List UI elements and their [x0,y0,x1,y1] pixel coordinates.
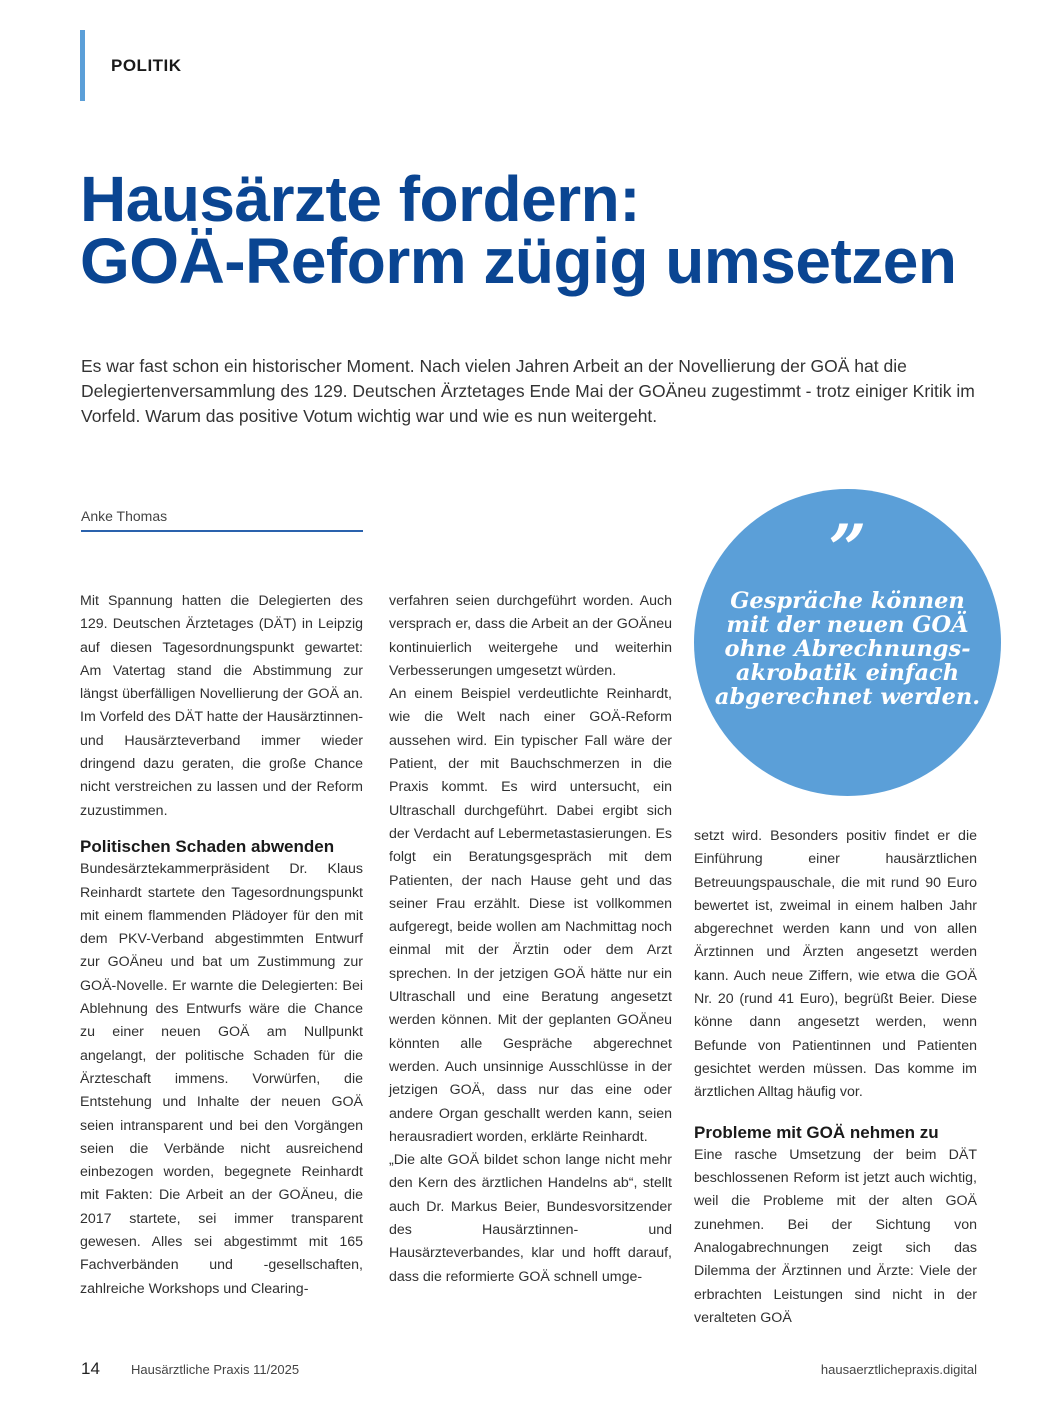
paragraph: Bundesärztekammerpräsident Dr. Klaus Reinhardt startete den Tagesordnungspunkt mit einem flammenden Plädoyer für den mit dem PKV-Verband abgestimmten Entwurf zur GOÄneu und bat um Zustimmung zur GOÄ-Novelle. Er warnte die Delegierten: Bei Ablehnung des Entwurfs wäre die Chance zu einer neuen GOÄ am Nullpunkt angelangt, der politische Schaden für die Ärzteschaft immens. Vorwürfen, die Entstehung und Inhalte der neuen GOÄ seien intransparent und bei den Vorgängen seien die Verbände nicht ausreichend einbezogen worden, begegnete Reinhardt mit Fakten: Die Arbeit an der GOÄneu, die 2017 startete, sei immer transparent gewesen. Alles sei abgestimmt mit 165 Fachverbänden und -gesellschaften, zahlreiche Workshops und Clearing- [80,861,363,1297]
paragraph: setzt wird. Besonders positiv findet er die Einführung einer hausärztlichen Betreuungspauschale, die mit rund 90 Euro bewertet ist, zweimal in einem halben Jahr abgerechnet werden kann und von allen Ärztinnen und Ärzten angesetzt werden kann. Auch neue Ziffern, wie etwa die GOÄ Nr. 20 (rund 41 Euro), begrüßt Beier. Diese könne dann angesetzt werden, wenn Befunde von Patientinnen und Patienten gesichtet werden müssen. Das komme im ärztlichen Alltag häufig vor. [694,828,977,1101]
section-rubric: POLITIK [111,56,182,75]
paragraph: „Die alte GOÄ bildet schon lange nicht mehr den Kern des ärztlichen Handelns ab“, stellt auch Dr. Markus Beier, Bundesvorsitzender des Hausärztinnen- und Hausärzteverbandes, klar und hofft darauf, dass die reformierte GOÄ schnell umge- [389,1152,672,1285]
article-title [80,163,1020,297]
title-line-2: GOÄ-Reform zügig umsetzen [80,225,957,297]
paragraph: Mit Spannung hatten die Delegierten des 129. Deutschen Ärztetages (DÄT) in Leipzig auf diesen Tagesordnungspunkt gewartet: Am Vatertag stand die Abstimmung zur längst überfälligen Novellierung der GOÄ an. Im Vorfeld des DÄT hatte der Hausärztinnen- und Hausärzteverband immer wieder dringend dazu geraten, die große Chance nicht verstreichen zu lassen und der Reform zuzustimmen. [80,593,363,819]
pull-quote [694,489,1001,796]
article-lead: Es war fast schon ein historischer Moment. Nach vielen Jahren Arbeit an der Novellierung der GOÄ hat die Delegiertenversammlung des 129. Deutschen Ärztetages Ende Mai der GOÄneu zugestimmt - trotz einiger Kritik im Vorfeld. Warum das positive Votum wichtig war und wie es nun weitergeht. [81,356,975,426]
subheading: Politischen Schaden abwenden [80,836,335,856]
publication-name: Hausärztliche Praxis 11/2025 [131,1362,300,1377]
text-column-1 [80,590,363,1301]
author-name: Anke Thomas [81,508,168,524]
paragraph: Eine rasche Umsetzung der beim DÄT beschlossenen Reform ist jetzt auch wichtig, weil die Probleme mit der alten GOÄ zunehmen. Bei der Sichtung von Analogabrechnungen zeigt sich das Dilemma der Ärztinnen und Ärzte: Viele der erbrachten Leistungen sind nicht in der veralteten GOÄ [694,1146,977,1326]
text-column-3 [694,825,977,1330]
pull-quote-text: Gespräche können mit der neuen GOÄ ohne Abrechnungs-akrobatik einfach abgerechnet werden. [714,588,981,710]
quote-mark-icon: ” [828,510,867,588]
website-link[interactable]: hausaerztlichepraxis.digital [820,1362,977,1377]
paragraph: verfahren seien durchgeführt worden. Auch versprach er, dass die Arbeit an der GOÄneu kontinuierlich weitergehe und weiterhin Verbesserungen umgesetzt würden. [389,593,672,679]
paragraph: An einem Beispiel verdeutlichte Reinhardt, wie die Welt nach einer GOÄ-Reform aussehen wird. Ein typischer Fall wäre der Patient, der mit Bauchschmerzen in die Praxis kommt. Es wird untersucht, ein Ultraschall durchgeführt. Dabei ergibt sich der Verdacht auf Lebermetastasierungen. Es folgt ein Beratungsgespräch mit dem Patienten, der nach Hause geht und das seiner Frau erzählt. Diese ist vollkommen aufgeregt, beide wollen am Nachmittag noch einmal mit der Ärztin oder dem Arzt sprechen. In der jetzigen GOÄ hätte nur ein Ultraschall und eine Beratung angesetzt werden können. Mit der geplanten GOÄneu könnten alle Gespräche abgerechnet werden. Auch unsinnige Ausschlüsse in der jetzigen GOÄ, dass nur das eine oder andere Organ geschallt werden kann, seien herausradiert worden, erklärte Reinhardt. [389,686,672,1145]
page-number: 14 [81,1359,100,1378]
text-column-2 [389,590,672,1289]
subheading: Probleme mit GOÄ nehmen zu [694,1122,939,1142]
title-line-1: Hausärzte fordern: [80,163,640,235]
rubric-accent-bar [80,30,85,101]
author-divider [81,530,363,532]
